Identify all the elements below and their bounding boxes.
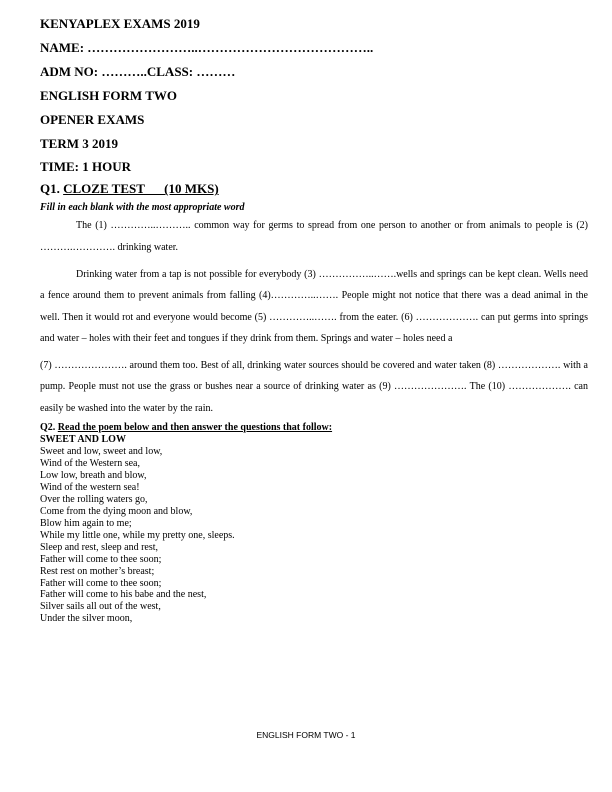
poem-line: Wind of the Western sea, (40, 457, 140, 469)
name-field-line: NAME: ……………………..………………………………….. (40, 39, 374, 55)
cloze-paragraph-3-text: (7) …………………. around them too. Best of all, drinking water sources should be covered and water taken (8) ………………. with a pump. People must not use the grass or bushes near a source of drinking water as (9) …………………. The (10) ………………. can easily be washed into the water by the rain. (40, 360, 588, 414)
poem-line: Father will come to thee soon; (40, 577, 162, 589)
poem-title: SWEET AND LOW (40, 434, 126, 446)
q1-heading (40, 179, 588, 199)
page-footer: ENGLISH FORM TWO - 1 (256, 730, 356, 740)
time-heading: TIME: 1 HOUR (40, 159, 131, 175)
q1-title: CLOZE TEST (10 MKS) (63, 181, 219, 197)
poem-line: Father will come to his babe and the nest, (40, 589, 207, 601)
poem-line: Under the silver moon, (40, 613, 133, 625)
q2-number: Q2. (40, 422, 56, 434)
cloze-paragraph-2 (40, 264, 588, 349)
q1-instruction: Fill in each blank with the most appropriate word (40, 202, 245, 214)
poem-line: While my little one, while my pretty one, sleeps. (40, 529, 235, 541)
cloze-paragraph-3 (40, 355, 588, 419)
adm-class-field-line: ADM NO: ………..CLASS: ……… (40, 63, 236, 79)
poem-line: Silver sails all out of the west, (40, 601, 161, 613)
poem-line: Rest rest on mother’s breast; (40, 565, 155, 577)
poem (40, 446, 588, 625)
q2-heading (40, 421, 588, 434)
poem-line: Sleep and rest, sleep and rest, (40, 541, 159, 553)
poem-line: Wind of the western sea! (40, 481, 140, 493)
q1-number: Q1. (40, 181, 60, 197)
cloze-paragraph-2-text: Drinking water from a tap is not possible for everybody (3) ……………..…….wells and springs can be kept clean. Wells need a fence around them to prevent animals from falling (4)…………..……. People might not notice that there was a dead animal in the well. Then it would rot and everyone would become (5) …………..……. from the eater. (6) ………………. can put germs into springs and water – holes with their feet and tongues if they drink from them. Springs and water – holes need a (40, 268, 588, 344)
cloze-paragraph-1 (40, 215, 588, 258)
exam-type-heading: OPENER EXAMS (40, 111, 145, 127)
poem-line: Come from the dying moon and blow, (40, 505, 193, 517)
exam-series-heading: KENYAPLEX EXAMS 2019 (40, 16, 200, 31)
poem-line: Sweet and low, sweet and low, (40, 446, 163, 458)
subject-heading: ENGLISH FORM TWO (40, 87, 178, 103)
exam-page (40, 12, 588, 625)
poem-line: Low low, breath and blow, (40, 469, 147, 481)
cloze-paragraph-1-text: The (1) …………..……….. common way for germs to spread from one person to another or from animals to people is (2) ……….…………. drinking water. (40, 220, 588, 253)
q2-instruction: Read the poem below and then answer the questions that follow: (57, 422, 333, 434)
poem-line: Father will come to thee soon; (40, 553, 162, 565)
term-heading: TERM 3 2019 (40, 135, 118, 151)
poem-line: Over the rolling waters go, (40, 493, 148, 505)
poem-line: Blow him again to me; (40, 517, 132, 529)
